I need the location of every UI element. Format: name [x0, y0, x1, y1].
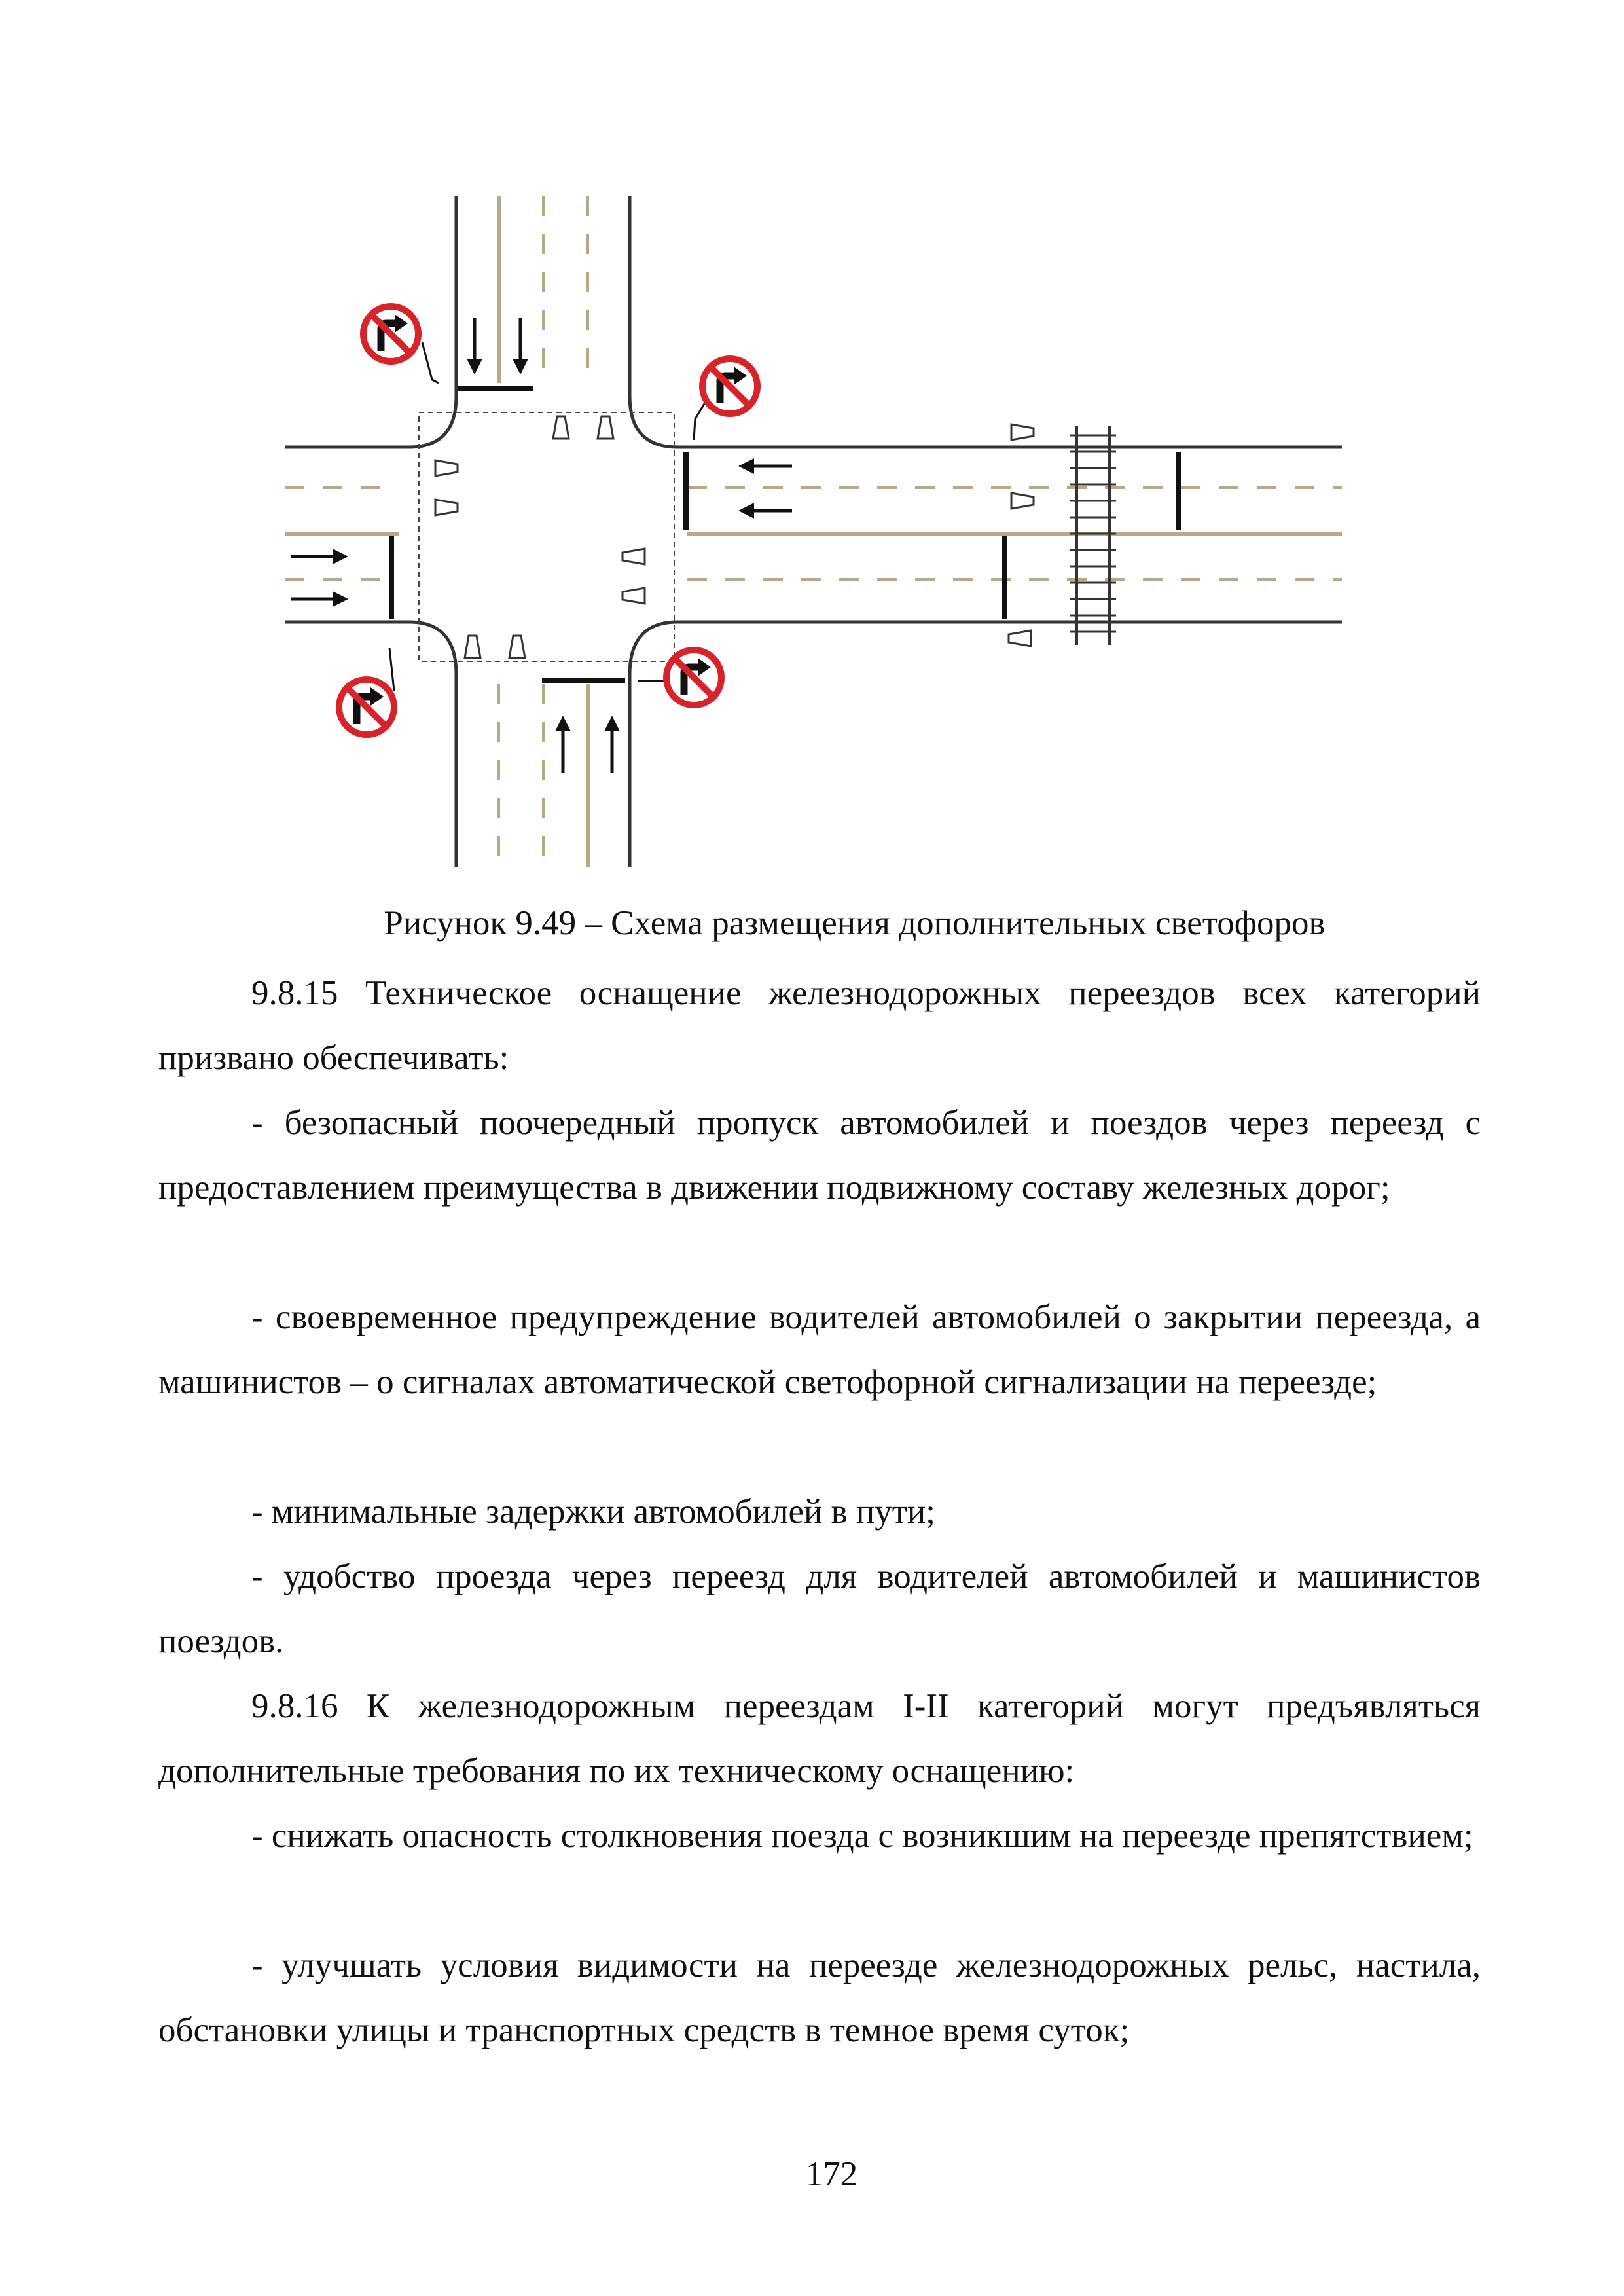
no-right-turn-sign: [363, 306, 418, 361]
list-item: - своевременное предупреждение водителей автомобилей о закрытии переезда, а машинистов – о сигналах автоматической светофорной сигнализации на переезде;: [158, 1298, 1481, 1401]
no-right-turn-sign: [702, 359, 757, 414]
figure-caption: Рисунок 9.49 – Схема размещения дополнительных светофоров: [384, 904, 1326, 942]
list-item: - безопасный поочередный пропуск автомобилей и поездов через переезд с предоставлением преимущества в движении подвижному составу железных дорог;: [158, 1104, 1481, 1207]
intersection-diagram: [281, 193, 1345, 871]
paragraph-9-8-15: 9.8.15 Техническое оснащение железнодорожных переездов всех категорий призвано обеспечивать:: [158, 974, 1481, 1077]
no-right-turn-sign: [666, 650, 721, 705]
list-item: - удобство проезда через переезд для водителей автомобилей и машинистов поездов.: [158, 1558, 1481, 1660]
no-right-turn-sign: [339, 680, 394, 735]
paragraph-9-8-16: 9.8.16 К железнодорожным переездам I-II категорий могут предъявляться дополнительные требования по их техническому оснащению:: [158, 1687, 1481, 1790]
list-item: - минимальные задержки автомобилей в пути;: [251, 1493, 936, 1531]
list-item: - снижать опасность столкновения поезда с возникшим на переезде препятствием;: [251, 1817, 1473, 1855]
page-number: 172: [805, 2155, 858, 2193]
list-item: - улучшать условия видимости на переезде железнодорожных рельс, настила, обстановки улицы и транспортных средств в темное время суток;: [158, 1946, 1481, 2049]
